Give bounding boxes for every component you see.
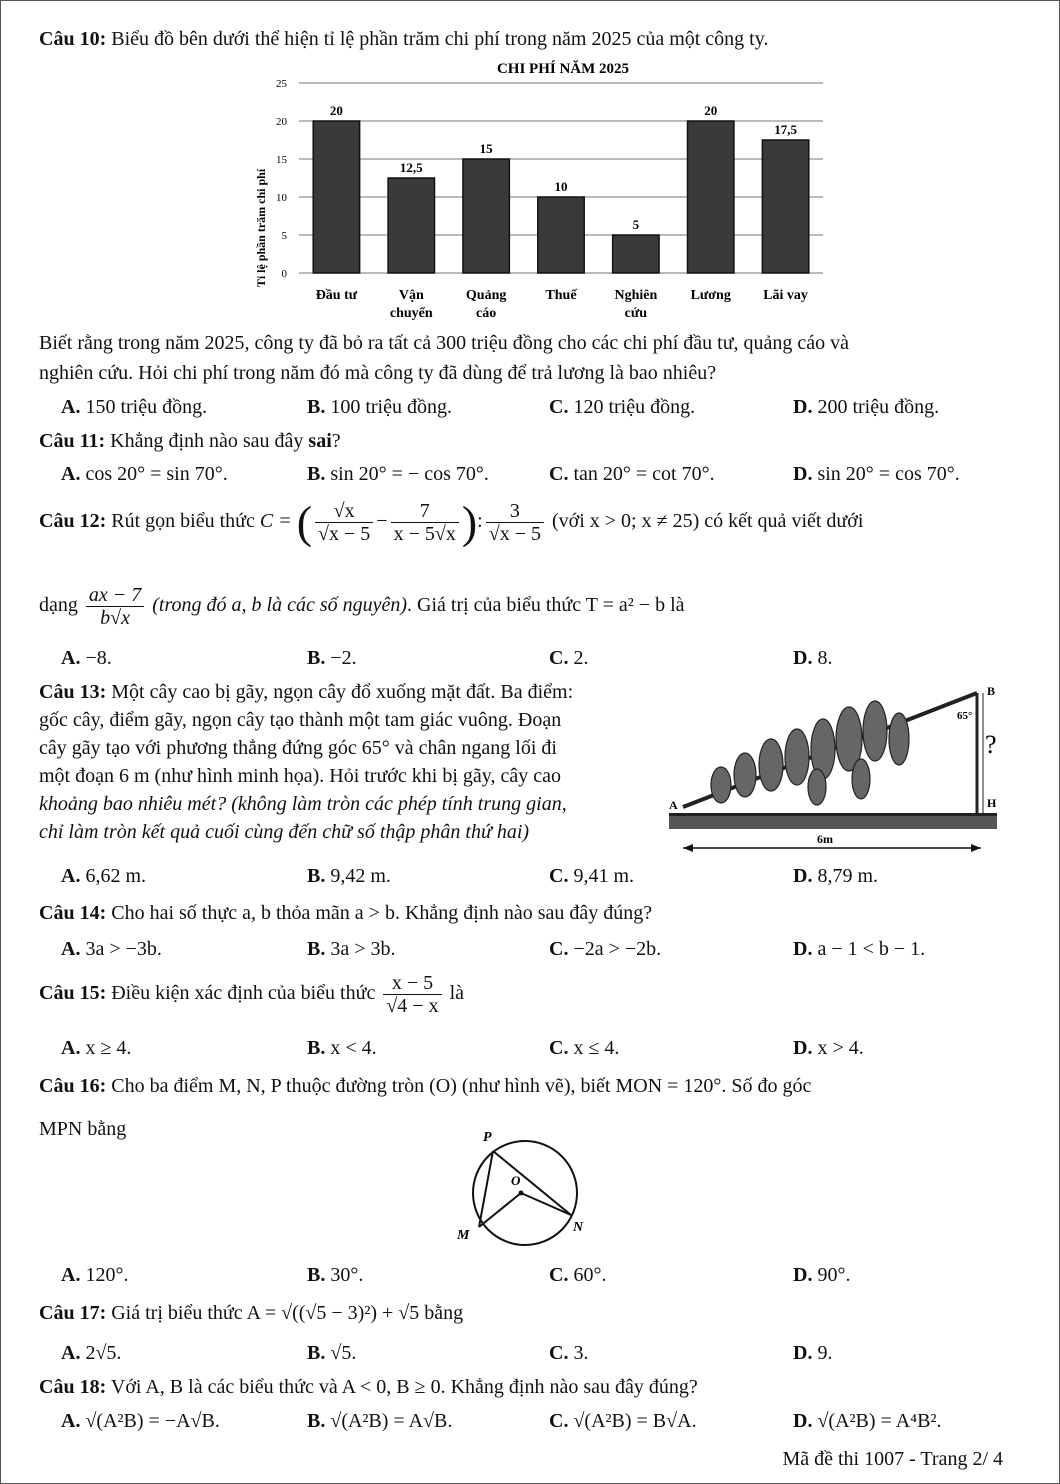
q16-text: Cho ba điểm M, N, P thuộc đường tròn (O) (như hình vẽ), biết MON = 120°. Số đo góc: [111, 1075, 812, 1097]
option-letter: C.: [549, 1410, 574, 1432]
q12-label: Câu 12:: [39, 510, 107, 532]
option-letter: C.: [549, 463, 574, 485]
option-letter: D.: [793, 938, 818, 960]
point-a: A: [669, 798, 678, 812]
q11-text-end: ?: [331, 430, 341, 452]
option-letter: D.: [793, 1342, 818, 1364]
y-tick-label: 5: [281, 230, 287, 242]
option-text: 60°.: [573, 1264, 607, 1286]
q18-stem: [39, 1375, 698, 1399]
option-letter: D.: [793, 1264, 818, 1286]
q15-option-d[interactable]: [793, 1036, 864, 1060]
q15-option-c[interactable]: [549, 1036, 619, 1060]
q14-option-a[interactable]: [61, 937, 162, 961]
q12-expr-left: C =: [259, 510, 292, 532]
data-label: 20: [329, 103, 343, 118]
q12-option-d[interactable]: [793, 646, 832, 670]
q11-text: Khẳng định nào sau đây: [110, 430, 309, 452]
page-footer: Mã đề thi 1007 - Trang 2/ 4: [782, 1448, 1003, 1470]
bar: [613, 235, 659, 273]
q12-option-b[interactable]: [307, 646, 357, 670]
chart-bars: [313, 121, 809, 273]
q13-label: Câu 13:: [39, 681, 107, 703]
q16-stem: [39, 1074, 811, 1098]
q18-option-a[interactable]: [61, 1409, 220, 1433]
option-letter: A.: [61, 1342, 86, 1364]
q12-frac-1: $\frac{√x}{√x - 5}$: [315, 500, 373, 545]
q11-option-d[interactable]: [793, 462, 960, 486]
q13-line-1: [39, 680, 573, 704]
option-text: 9,42 m.: [330, 865, 391, 887]
x-tick-label: chuyển: [389, 306, 433, 321]
q14-option-c[interactable]: [549, 937, 661, 961]
q13-line-6: chỉ làm tròn kết quả cuối cùng đến chữ số thập phân thứ hai): [39, 821, 530, 843]
q12-line2-post: . Giá trị của biểu thức T = a² − b là: [407, 594, 685, 616]
q12-line2-italic: (trong đó a, b là các số nguyên): [152, 594, 408, 616]
option-text: √(A²B) = −A√B.: [85, 1410, 220, 1432]
option-letter: B.: [307, 463, 331, 485]
q13-text-1: Một cây cao bị gãy, ngọn cây đổ xuống mặt đất. Ba điểm:: [111, 681, 574, 703]
option-letter: C.: [549, 1264, 574, 1286]
option-text: √(A²B) = B√A.: [573, 1410, 697, 1432]
y-tick-label: 15: [276, 154, 287, 166]
q10-option-b[interactable]: [307, 395, 452, 419]
data-label: 17,5: [774, 122, 797, 137]
x-tick-label: Nghiên: [614, 288, 658, 303]
option-text: 2√5.: [85, 1342, 122, 1364]
q12-option-c[interactable]: [549, 646, 588, 670]
q12-stem: [39, 496, 864, 548]
option-letter: D.: [793, 1410, 818, 1432]
q14-text: Cho hai số thực a, b thỏa mãn a > b. Khẳng định nào sau đây đúng?: [111, 902, 653, 924]
q15-label: Câu 15:: [39, 982, 107, 1004]
option-text: x ≥ 4.: [85, 1037, 132, 1059]
point-n: N: [573, 1220, 584, 1235]
option-letter: C.: [549, 865, 574, 887]
q14-option-d[interactable]: [793, 937, 925, 961]
option-text: √5.: [330, 1342, 357, 1364]
chart-y-ticks: [276, 78, 288, 280]
point-h: H: [987, 796, 997, 810]
option-text: 200 triệu đồng.: [817, 396, 940, 418]
q12-line-2: [39, 581, 685, 629]
option-text: tan 20° = cot 70°.: [573, 463, 715, 485]
option-text: x ≤ 4.: [573, 1037, 620, 1059]
y-tick-label: 25: [276, 78, 287, 90]
option-text: 6,62 m.: [85, 865, 147, 887]
q12-minus: −: [376, 510, 388, 532]
q13-line-3: cây gãy tạo với phương thẳng đứng góc 65° và chân ngang lối đi: [39, 737, 557, 759]
option-letter: B.: [307, 1037, 331, 1059]
option-letter: A.: [61, 1037, 86, 1059]
q18-text: Với A, B là các biểu thức và A < 0, B ≥ 0. Khẳng định nào sau đây đúng?: [110, 1376, 698, 1398]
option-text: sin 20° = − cos 70°.: [330, 463, 489, 485]
q18-label: Câu 18:: [39, 1376, 107, 1398]
data-label: 5: [632, 217, 640, 232]
option-text: 8.: [817, 647, 833, 669]
option-letter: A.: [61, 647, 86, 669]
q15-option-b[interactable]: [307, 1036, 377, 1060]
q13-line-4: một đoạn 6 m (như hình minh họa). Hỏi trước khi bị gãy, cây cao: [39, 765, 561, 787]
point-o: O: [511, 1173, 521, 1188]
option-letter: B.: [307, 1264, 331, 1286]
option-letter: C.: [549, 396, 574, 418]
bar: [388, 178, 434, 273]
q14-option-b[interactable]: [307, 937, 396, 961]
option-letter: B.: [307, 1342, 331, 1364]
q17-label: Câu 17:: [39, 1302, 107, 1324]
option-text: 9,41 m.: [573, 865, 635, 887]
data-label: 12,5: [399, 160, 423, 175]
q15-stem: [39, 969, 464, 1017]
q16-option-c[interactable]: [549, 1263, 606, 1287]
option-text: √(A²B) = A⁴B².: [817, 1410, 942, 1432]
bar: [538, 197, 584, 273]
q10-option-c[interactable]: [549, 395, 695, 419]
option-text: 3.: [573, 1342, 589, 1364]
distance-label: 6m: [817, 832, 833, 846]
option-text: 2.: [573, 647, 589, 669]
q11-option-c[interactable]: [549, 462, 715, 486]
option-text: a − 1 < b − 1.: [817, 938, 926, 960]
option-letter: A.: [61, 938, 86, 960]
option-letter: A.: [61, 396, 86, 418]
q13-option-b[interactable]: [307, 864, 391, 888]
q11-label: Câu 11:: [39, 430, 106, 452]
q10-option-d[interactable]: [793, 395, 939, 419]
option-letter: D.: [793, 865, 818, 887]
option-letter: A.: [61, 1264, 86, 1286]
point-m: M: [457, 1228, 470, 1243]
q13-option-c[interactable]: [549, 864, 634, 888]
broken-tree-figure: [665, 677, 1011, 857]
option-text: 90°.: [817, 1264, 851, 1286]
option-letter: A.: [61, 1410, 86, 1432]
option-text: 150 triệu đồng.: [85, 396, 208, 418]
q13-option-d[interactable]: [793, 864, 878, 888]
option-letter: D.: [793, 396, 818, 418]
option-letter: A.: [61, 463, 86, 485]
option-letter: C.: [549, 647, 574, 669]
cost-bar-chart: [241, 53, 841, 333]
q11-option-a[interactable]: [61, 462, 228, 486]
q16-option-d[interactable]: [793, 1263, 850, 1287]
option-text: −2.: [330, 647, 357, 669]
y-tick-label: 0: [281, 268, 287, 280]
q17-option-b[interactable]: [307, 1341, 356, 1365]
x-tick-label: Lương: [690, 288, 731, 303]
data-label: 15: [479, 141, 493, 156]
option-letter: A.: [61, 865, 86, 887]
circle-o: [473, 1141, 577, 1245]
q12-frac-3: $\frac{3}{√x - 5}$: [486, 500, 544, 545]
q12-colon: :: [477, 510, 483, 532]
q11-option-b[interactable]: [307, 462, 489, 486]
bar: [313, 121, 359, 273]
option-text: 120 triệu đồng.: [573, 396, 696, 418]
option-text: sin 20° = cos 70°.: [817, 463, 960, 485]
q14-stem: [39, 901, 652, 925]
option-letter: D.: [793, 1037, 818, 1059]
x-tick-label: Lãi vay: [763, 288, 808, 303]
q11-text-bold: sai: [308, 430, 332, 452]
q12-line2-pre: dạng: [39, 594, 78, 616]
q16-option-a[interactable]: [61, 1263, 128, 1287]
option-letter: B.: [307, 938, 331, 960]
option-letter: B.: [307, 1410, 331, 1432]
q11-stem: [39, 429, 341, 453]
q12-condition: (với x > 0; x ≠ 25) có kết quả viết dưới: [551, 510, 864, 532]
q17-option-c[interactable]: [549, 1341, 588, 1365]
q17-stem: [39, 1301, 463, 1325]
q10-body-2: nghiên cứu. Hỏi chi phí trong năm đó mà công ty đã dùng để trả lương là bao nhiêu?: [39, 362, 717, 384]
x-tick-label: Thuế: [545, 288, 577, 303]
q17-option-a[interactable]: [61, 1341, 121, 1365]
data-label: 10: [554, 179, 568, 194]
q13-line-2: gốc cây, điểm gãy, ngọn cây tạo thành một tam giác vuông. Đoạn: [39, 709, 562, 731]
q13-option-a[interactable]: [61, 864, 146, 888]
option-text: 30°.: [330, 1264, 364, 1286]
q12-option-a[interactable]: [61, 646, 112, 670]
option-letter: C.: [549, 1342, 574, 1364]
option-text: −2a > −2b.: [573, 938, 662, 960]
paren-open: (: [296, 496, 313, 548]
q14-label: Câu 14:: [39, 902, 107, 924]
option-letter: D.: [793, 647, 818, 669]
q12-frac-4: $\frac{ax - 7}{b√x}$: [86, 584, 144, 629]
ground: [669, 815, 997, 829]
x-tick-label: Vận: [398, 288, 424, 303]
option-text: x > 4.: [817, 1037, 864, 1059]
option-text: 8,79 m.: [817, 865, 879, 887]
option-text: 3a > 3b.: [330, 938, 396, 960]
q16-option-b[interactable]: [307, 1263, 363, 1287]
q18-option-d[interactable]: [793, 1409, 941, 1433]
option-text: x < 4.: [330, 1037, 377, 1059]
bar: [463, 159, 509, 273]
q17-text: Giá trị biểu thức A = √((√5 − 3)²) + √5 bằng: [111, 1302, 464, 1324]
point-p: P: [483, 1130, 492, 1145]
q10-option-a[interactable]: [61, 395, 207, 419]
q10-stem: [39, 27, 768, 51]
circle-figure: [449, 1123, 599, 1253]
x-tick-label: cáo: [476, 306, 497, 321]
option-letter: D.: [793, 463, 818, 485]
x-tick-label: Đầu tư: [315, 288, 358, 303]
option-text: 120°.: [85, 1264, 129, 1286]
option-letter: C.: [549, 1037, 574, 1059]
y-tick-label: 20: [276, 116, 287, 128]
tree-foliage: [711, 701, 909, 805]
option-letter: B.: [307, 396, 331, 418]
chart-y-axis-label: Tỉ lệ phần trăm chi phí: [254, 168, 268, 288]
bar: [762, 140, 808, 273]
option-text: −8.: [85, 647, 112, 669]
q17-option-d[interactable]: [793, 1341, 832, 1365]
q16-line-2: MPN bằng: [39, 1118, 127, 1140]
option-text: 100 triệu đồng.: [330, 396, 452, 418]
x-tick-label: Quảng: [465, 288, 507, 303]
q15-text-end: là: [449, 982, 465, 1004]
option-text: 9.: [817, 1342, 833, 1364]
option-text: cos 20° = sin 70°.: [85, 463, 228, 485]
angle-label: 65°: [957, 710, 973, 722]
question-mark: ?: [985, 730, 997, 759]
option-letter: B.: [307, 865, 331, 887]
q15-option-a[interactable]: [61, 1036, 131, 1060]
q15-text: Điều kiện xác định của biểu thức: [111, 982, 376, 1004]
chart-x-labels: [316, 288, 808, 321]
option-text: √(A²B) = A√B.: [330, 1410, 453, 1432]
q18-option-c[interactable]: [549, 1409, 697, 1433]
bar: [688, 121, 734, 273]
q12-text: Rút gọn biểu thức: [111, 510, 255, 532]
y-tick-label: 10: [276, 192, 287, 204]
data-label: 20: [704, 103, 718, 118]
q10-label: Câu 10:: [39, 28, 107, 50]
q16-label: Câu 16:: [39, 1075, 107, 1097]
paren-close: ): [461, 496, 478, 548]
q18-option-b[interactable]: [307, 1409, 452, 1433]
chart-title: CHI PHÍ NĂM 2025: [496, 61, 630, 77]
point-b: B: [987, 684, 996, 698]
option-letter: C.: [549, 938, 574, 960]
q15-fraction: $\frac{x - 5}{√4 - x}$: [383, 972, 441, 1017]
option-letter: B.: [307, 647, 331, 669]
option-text: 3a > −3b.: [85, 938, 162, 960]
q13-line-5: khoảng bao nhiêu mét? (không làm tròn các phép tính trung gian,: [39, 793, 567, 815]
q10-text: Biểu đồ bên dưới thể hiện tỉ lệ phần trăm chi phí trong năm 2025 của một công ty.: [111, 28, 769, 50]
q12-frac-2: $\frac{7}{x - 5√x}$: [391, 500, 459, 545]
x-tick-label: cứu: [624, 306, 648, 321]
q10-body-1: Biết rằng trong năm 2025, công ty đã bỏ ra tất cả 300 triệu đồng cho các chi phí đầu tư, quảng cáo và: [39, 332, 850, 354]
